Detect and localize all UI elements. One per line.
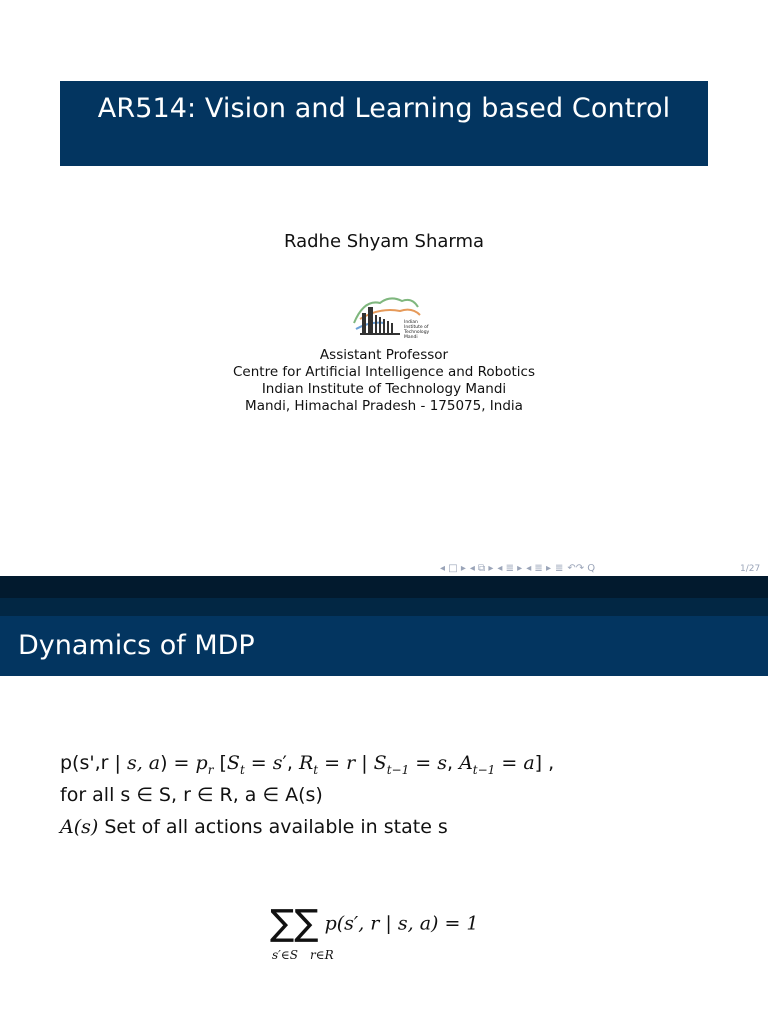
sum-subscript-s: s′∈S <box>272 948 298 962</box>
action-set-symbol: A(s) <box>60 816 99 838</box>
sum-symbol: ∑ <box>294 903 319 944</box>
svg-text:Indian: Indian <box>404 320 418 325</box>
action-set-definition <box>60 816 448 838</box>
action-set-text: Set of all actions available in state s <box>98 816 448 838</box>
header-band-dark <box>0 576 768 598</box>
nav-search-icon[interactable]: ↶↷ Q <box>567 562 596 574</box>
sum-symbol: ∑ <box>270 903 295 944</box>
svg-text:Technology: Technology <box>404 330 430 335</box>
svg-text:Mandi: Mandi <box>404 335 418 340</box>
nav-section-icon[interactable]: ◂ ≣ ▸ <box>526 562 551 574</box>
course-title-box <box>60 81 708 166</box>
nav-section-icon[interactable]: ◂ ≣ ▸ <box>497 562 523 574</box>
sum-subscript-r: r∈R <box>310 948 334 962</box>
affiliation-block <box>0 347 768 415</box>
affiliation-line: Assistant Professor <box>319 347 449 363</box>
nav-toc-icon[interactable]: ≣ <box>554 562 564 574</box>
iit-mandi-logo <box>350 293 430 341</box>
content-slide <box>0 576 768 1024</box>
affiliation-line: Mandi, Himachal Pradesh - 175075, India <box>245 398 523 414</box>
normalization-equation <box>270 903 479 962</box>
sum-body: p(s′, r | s, a) = 1 <box>324 912 479 935</box>
page-number: 1/27 <box>740 564 761 574</box>
nav-frame-icon[interactable]: ◂ □ ▸ <box>440 562 466 574</box>
frame-title-bar <box>0 616 768 676</box>
eq-prefix: p(s',r | <box>60 752 127 774</box>
svg-text:Institute of: Institute of <box>404 325 429 330</box>
header-band-mid <box>0 598 768 616</box>
frame-title: Dynamics of MDP <box>18 630 255 661</box>
nav-subsection-icon[interactable]: ◂ ⧉ ▸ <box>469 562 494 574</box>
affiliation-line: Centre for Artificial Intelligence and Robotics <box>233 364 535 380</box>
affiliation-line: Indian Institute of Technology Mandi <box>261 381 507 397</box>
author-name: Radhe Shyam Sharma <box>283 231 485 252</box>
transition-probability-equation: p(s',r | s, $a) = p_r$ [$S_t = s'$, $R_t = r$ | $S_{t-1} = s$, $A_{t-1} = a$] , <box>60 752 555 777</box>
for-all-condition: for all s ∈ S, r ∈ R, a ∈ A(s) <box>60 784 323 806</box>
course-title: AR514: Vision and Learning based Control <box>97 93 671 124</box>
beamer-nav-bar <box>440 560 595 576</box>
